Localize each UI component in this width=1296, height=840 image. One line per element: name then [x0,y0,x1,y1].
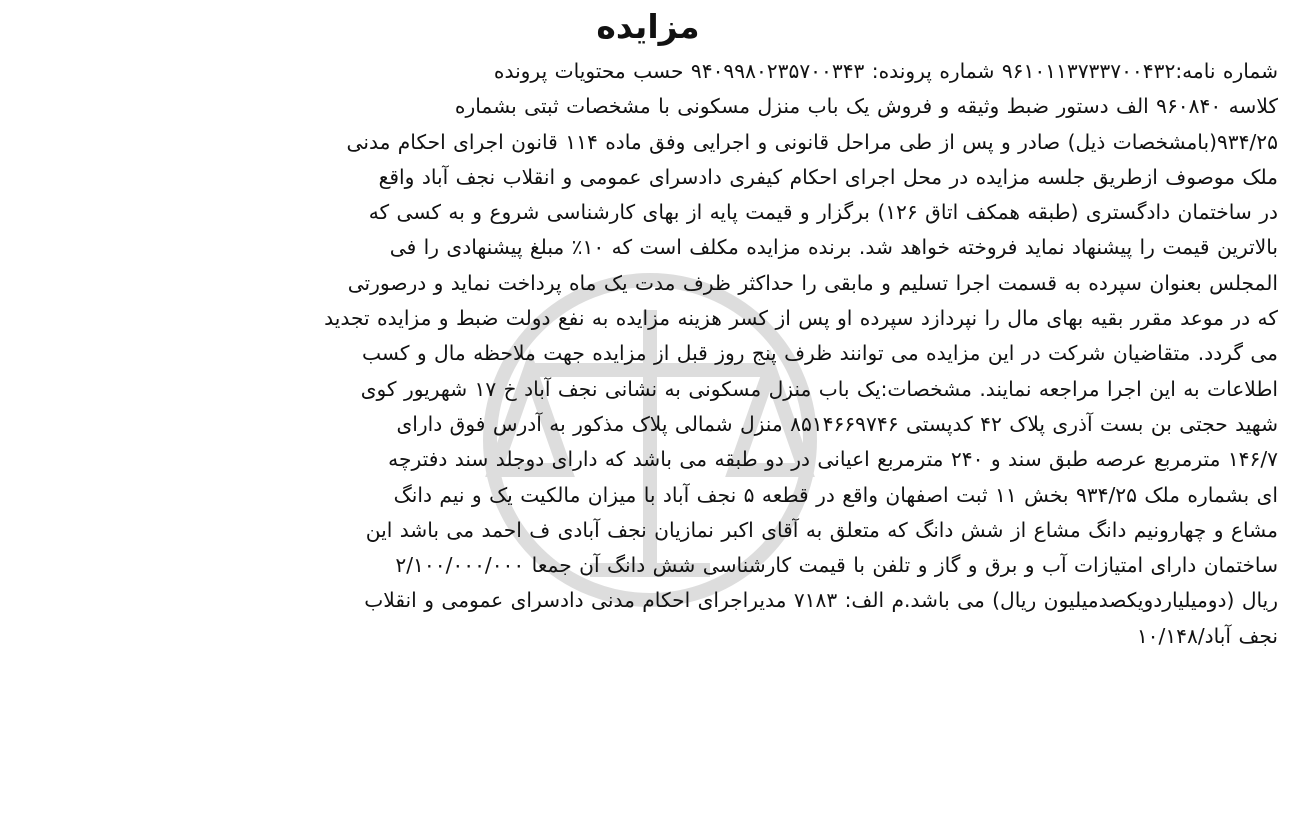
notice-line: شهید حجتی بن بست آذری پلاک ۴۲ کدپستی ۸۵۱۴۶۶۹۷۴۶ منزل شمالی پلاک مذکور به آدرس فوق دارای [396,411,1278,436]
notice-line: ای بشماره ملک ۹۳۴/۲۵ بخش ۱۱ ثبت اصفهان واقع در قطعه ۵ نجف آباد با میزان مالکیت یک و نیم دانگ [393,482,1278,507]
notice-line: المجلس بعنوان سپرده به قسمت اجرا تسلیم و مابقی را حداکثر ظرف مدت یک ماه پرداخت نماید و درصورتی [347,270,1278,295]
notice-line: در ساختمان دادگستری (طبقه همکف اتاق ۱۲۶) برگزار و قیمت پایه از بهای کارشناسی شروع و به کسی که [368,200,1278,225]
notice-line: ساختمان دارای امتیازات آب و برق و گاز و تلفن با قیمت کارشناسی شش دانگ آن جمعا ۲/۱۰۰/۰۰۰/۰۰۰ [395,553,1278,578]
notice-line: ۱۴۶/۷ مترمربع عرصه طبق سند و ۲۴۰ مترمربع اعیانی در دو طبقه می باشد که دارای دوجلد سند دفترچه [388,447,1278,472]
notice-line: مشاع و چهارونیم دانگ مشاع از شش دانگ که متعلق به آقای اکبر نمازیان نجف آبادی ف احمد می باشد این [365,517,1278,542]
notice-line: کلاسه ۹۶۰۸۴۰ الف دستور ضبط وثیقه و فروش یک باب منزل مسکونی با مشخصات ثبتی بشماره [454,94,1278,119]
notice-line: ۹۳۴/۲۵(بامشخصات ذیل) صادر و پس از طی مراحل قانونی و اجرایی وفق ماده ۱۱۴ قانون اجرای احکام مدنی [346,129,1278,154]
notice-line: اطلاعات به این اجرا مراجعه نمایند. مشخصات:یک باب منزل مسکونی به نشانی نجف آباد خ ۱۷ شهریور کوی [360,376,1278,401]
notice-line: می گردد. متقاضیان شرکت در این مزایده می توانند ظرف پنج روز قبل از مزایده جهت ملاحظه مال و کسب [362,341,1278,366]
notice-line: ملک موصوف ازطریق جلسه مزایده در محل اجرای احکام کیفری دادسرای عمومی و انقلاب نجف آباد واقع [378,164,1278,189]
notice-line: ریال (دومیلیاردویکصدمیلیون ریال) می باشد.م الف: ۷۱۸۳ مدیراجرای احکام مدنی دادسرای عمومی و انقلاب [364,588,1278,613]
notice-line: که در موعد مقرر بقیه بهای مال را نپردازد سپرده او پس از کسر هزینه مزایده به نفع دولت ضبط و مزایده تجدید [324,306,1278,331]
notice-line: بالاترین قیمت را پیشنهاد نماید فروخته خواهد شد. برنده مزایده مکلف است که ۱۰٪ مبلغ پیشنهادی را فی [389,235,1278,260]
notice-body [20,54,1278,654]
notice-line: نجف آباد/۱۰/۱۴۸ [1136,623,1278,648]
notice-line: شماره نامه:۹۶۱۰۱۱۳۷۳۳۷۰۰۴۳۲ شماره پرونده: ۹۴۰۹۹۸۰۲۳۵۷۰۰۳۴۳ حسب محتویات پرونده [493,59,1278,83]
notice-title: مزایده [596,7,700,46]
